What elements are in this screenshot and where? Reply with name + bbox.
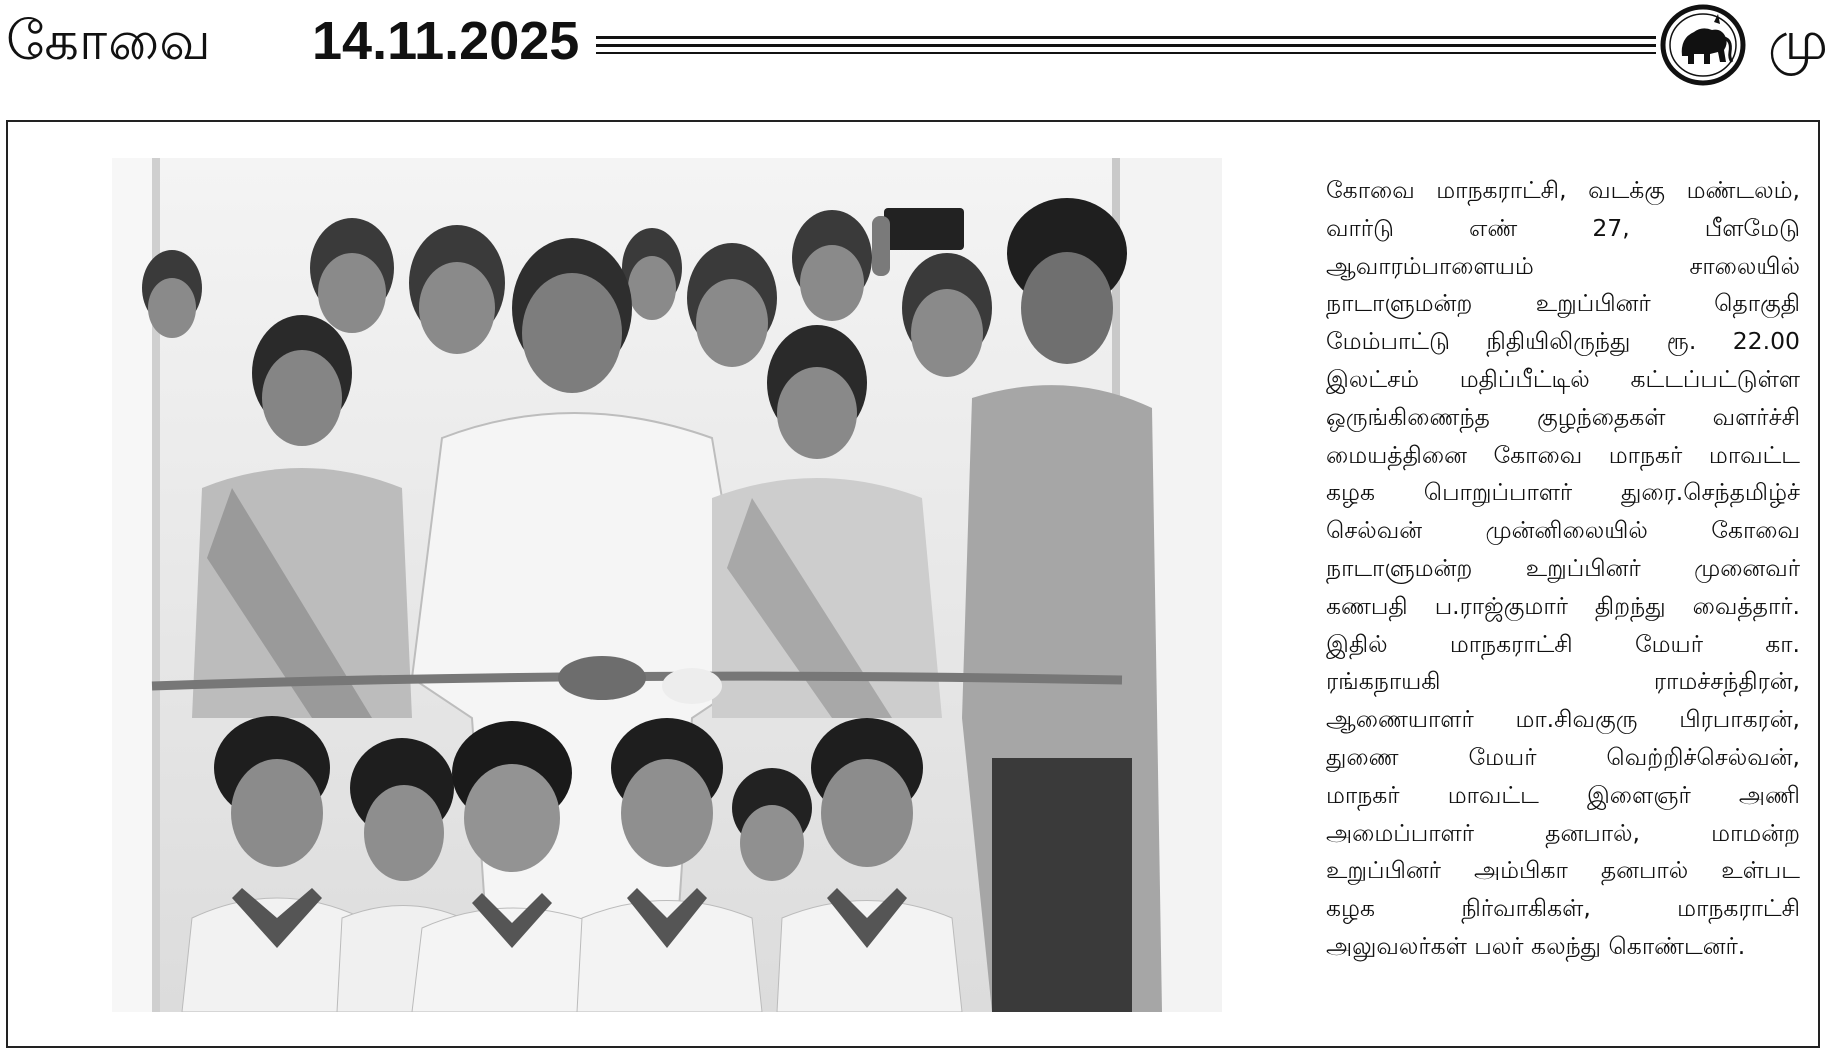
article-line: செல்வன் முன்னிலையில் கோவை [1326, 516, 1800, 545]
masthead-rule [596, 52, 1656, 54]
masthead-truncated-text: மு [1768, 9, 1828, 72]
article-line: உறுப்பினர் அம்பிகா தனபால் உள்பட [1326, 856, 1800, 885]
article-line: ஒருங்கிணைந்த குழந்தைகள் வளர்ச்சி [1326, 402, 1800, 431]
article-line: கழக நிர்வாகிகள், மாநகராட்சி [1326, 894, 1800, 923]
elephant-emblem-icon [1660, 4, 1746, 86]
article-line: அலுவலர்கள் பலர் கலந்து கொண்டனர். [1326, 931, 1746, 960]
article-line: வார்டு எண் 27, பீளமேடு [1326, 213, 1800, 242]
article-frame [6, 120, 1820, 1048]
article-body [1326, 172, 1800, 966]
article-line: நாடாளுமன்ற உறுப்பினர் முனைவர் [1326, 553, 1800, 582]
article-line: மாநகர் மாவட்ட இளைஞர் அணி [1326, 780, 1800, 809]
article-line: கணபதி ப.ராஜ்குமார் திறந்து வைத்தார். [1326, 591, 1800, 620]
article-line: நாடாளுமன்ற உறுப்பினர் தொகுதி [1326, 289, 1800, 318]
article-line: அமைப்பாளர் தனபால், மாமன்ற [1326, 818, 1800, 847]
article-line: இதில் மாநகராட்சி மேயர் கா. [1326, 629, 1800, 658]
article-line: கழக பொறுப்பாளர் துரை.செந்தமிழ்ச் [1326, 478, 1800, 507]
article-line: மையத்தினை கோவை மாநகர் மாவட்ட [1326, 440, 1800, 469]
masthead-rule [596, 44, 1656, 47]
article-line: ரங்கநாயகி ராமச்சந்திரன், [1326, 667, 1800, 696]
article-line: மேம்பாட்டு நிதியிலிருந்து ரூ. 22.00 [1326, 327, 1800, 356]
article-line: ஆவாரம்பாளையம் சாலையில் [1326, 251, 1800, 280]
article-line: இலட்சம் மதிப்பீட்டில் கட்டப்பட்டுள்ள [1326, 364, 1800, 393]
article-line: ஆணையாளர் மா.சிவகுரு பிரபாகரன், [1326, 705, 1800, 734]
edition-city: கோவை [6, 9, 212, 72]
masthead-rule [596, 36, 1656, 39]
article-line: துணை மேயர் வெற்றிச்செல்வன், [1326, 742, 1800, 771]
edition-date: 14.11.2025 [312, 11, 580, 71]
ribbon-cutting-photo [112, 158, 1222, 1012]
article-line: கோவை மாநகராட்சி, வடக்கு மண்டலம், [1326, 176, 1800, 204]
masthead [0, 0, 1830, 95]
